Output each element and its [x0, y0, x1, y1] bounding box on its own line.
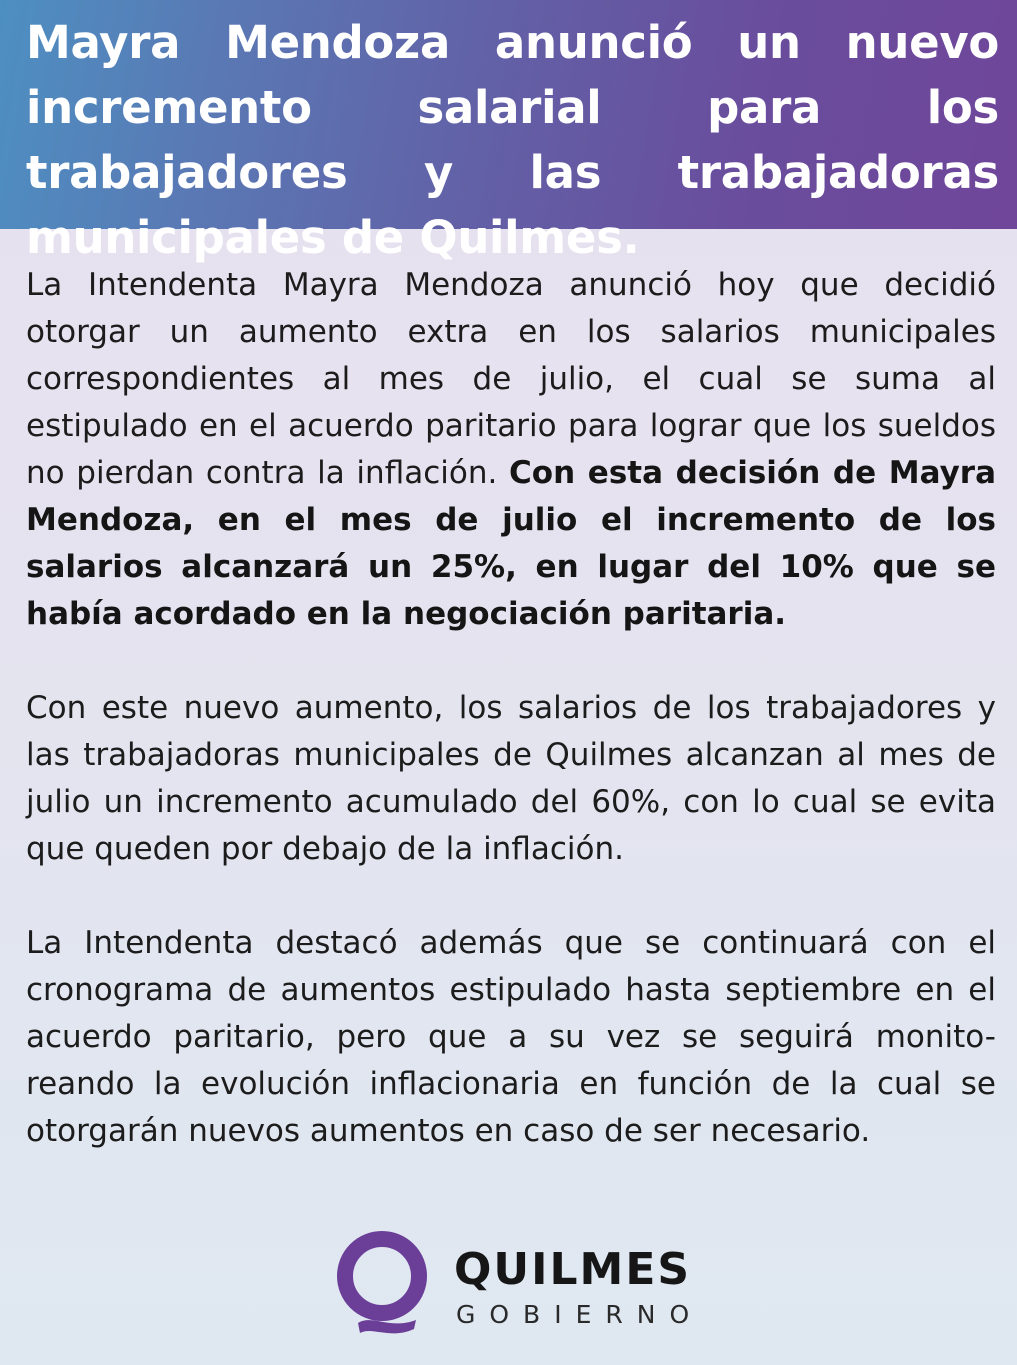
header-banner: [0, 0, 1017, 264]
headline: Mayra Mendoza anunció un nuevo incremento salarial para los trabajadores y las trabajadoras municipales de Quilmes.: [26, 16, 999, 264]
paragraph-2: Con este nuevo aumento, los salarios de los trabajadores y las trabajadoras municipales de Quilmes alcanzan al mes de julio un incremento acumulado del 60%, con lo cual se evita que queden por debajo de la inflación.: [26, 690, 996, 867]
paragraph-3: La Intendenta destacó además que se continuará con el cronograma de aumentos estipulado hasta septiembre en el acuerdo paritario, pero que a su vez se seguirá monito-reando la evolución inflacionaria en función de la cual se otorgarán nuevos aumentos en caso de ser necesario.: [26, 925, 996, 1149]
article-body: [26, 262, 996, 1202]
quilmes-logo: [332, 1230, 704, 1345]
paragraph-1: [26, 262, 996, 638]
paragraph-1-bold: Con esta decisión de Mayra Mendoza, en el mes de julio el incremento de los salarios alcanzará un 25%, en lugar del 10% que se había acordado en la negociación paritaria.: [26, 455, 997, 632]
quilmes-q-logo-icon: [332, 1230, 432, 1342]
logo-subtitle: GOBIERNO: [456, 1300, 704, 1329]
logo-name: QUILMES: [454, 1244, 692, 1295]
paragraph-1-text: La Intendenta Mayra Mendoza anunció hoy que decidió otorgar un aumento extra en los salarios municipales correspondientes al mes de julio, el cual se suma al estipulado en el acuerdo paritario para lograr que los sueldos no pierdan contra la inflación.: [26, 267, 996, 491]
